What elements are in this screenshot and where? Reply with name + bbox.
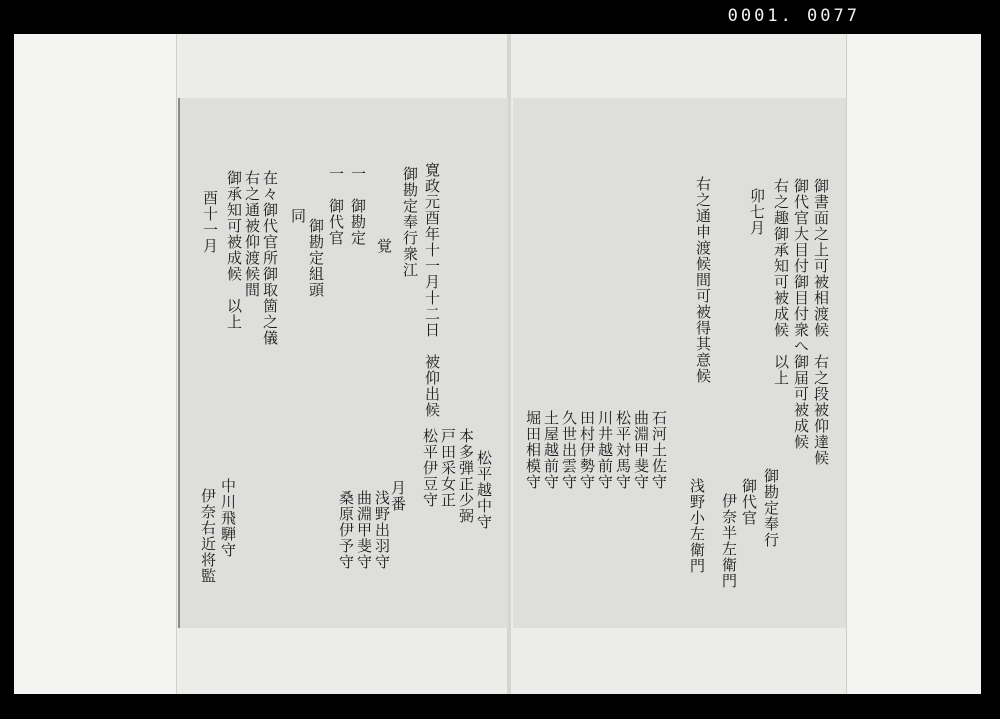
text-column: 御書面之上可被相渡候 右之段被仰達候 — [812, 178, 830, 466]
text-column: 本多弾正少弼 — [457, 428, 475, 524]
text-column: 一 御勘定 — [349, 166, 367, 246]
text-column: 月番 — [389, 480, 407, 512]
text-column: 御勘定組頭 — [307, 218, 325, 298]
text-column: 伊奈半左衛門 — [720, 493, 738, 589]
text-column: 伊奈右近将監 — [199, 488, 217, 584]
text-column: 同 — [289, 208, 307, 224]
left-board — [14, 34, 177, 694]
text-column: 寛政元酉年十一月十二日 被仰出候 — [423, 162, 441, 418]
text-column: 曲淵甲斐守 — [632, 410, 650, 490]
text-column: 久世出雲守 — [560, 410, 578, 490]
text-column: 田村伊勢守 — [578, 410, 596, 490]
text-column: 堀田相模守 — [524, 410, 542, 490]
text-column: 御承知可被成候 以上 — [225, 170, 243, 330]
text-column: 浅野出羽守 — [373, 490, 391, 570]
text-column: 戸田采女正 — [439, 428, 457, 508]
text-column: 浅野小左衛門 — [688, 478, 706, 574]
text-column: 川井越前守 — [596, 410, 614, 490]
text-column: 右之通被仰渡候間 — [243, 170, 261, 298]
text-column: 曲淵甲斐守 — [355, 490, 373, 570]
text-column: 松平対馬守 — [614, 410, 632, 490]
text-column: 右之趣御承知可被成候 以上 — [772, 178, 790, 386]
text-column: 松平伊豆守 — [421, 428, 439, 508]
text-column: 御代官 — [740, 478, 758, 526]
text-column: 土屋越前守 — [542, 410, 560, 490]
text-column: 御代官大目付御目付衆へ御届可被成候 — [792, 178, 810, 450]
left-page — [178, 98, 508, 628]
text-column: 御勘定奉行 — [762, 468, 780, 548]
text-column: 桑原伊予守 — [337, 490, 355, 570]
right-page — [513, 98, 846, 628]
frame-number: 0001. 0077 — [727, 6, 860, 26]
text-column: 中川飛騨守 — [219, 478, 237, 558]
text-column: 卯七月 — [748, 188, 766, 236]
text-column: 石河土佐守 — [650, 410, 668, 490]
text-column: 覚 — [375, 238, 393, 254]
text-column: 松平越中守 — [475, 450, 493, 530]
right-board — [846, 34, 981, 694]
text-column: 右之通申渡候間可被得其意候 — [694, 176, 712, 384]
text-column: 酉十一月 — [201, 190, 219, 254]
text-column: 在々御代官所御取箇之儀 — [261, 170, 279, 346]
text-column: 一 御代官 — [327, 166, 345, 246]
text-column: 御勘定奉行衆江 — [401, 166, 419, 278]
